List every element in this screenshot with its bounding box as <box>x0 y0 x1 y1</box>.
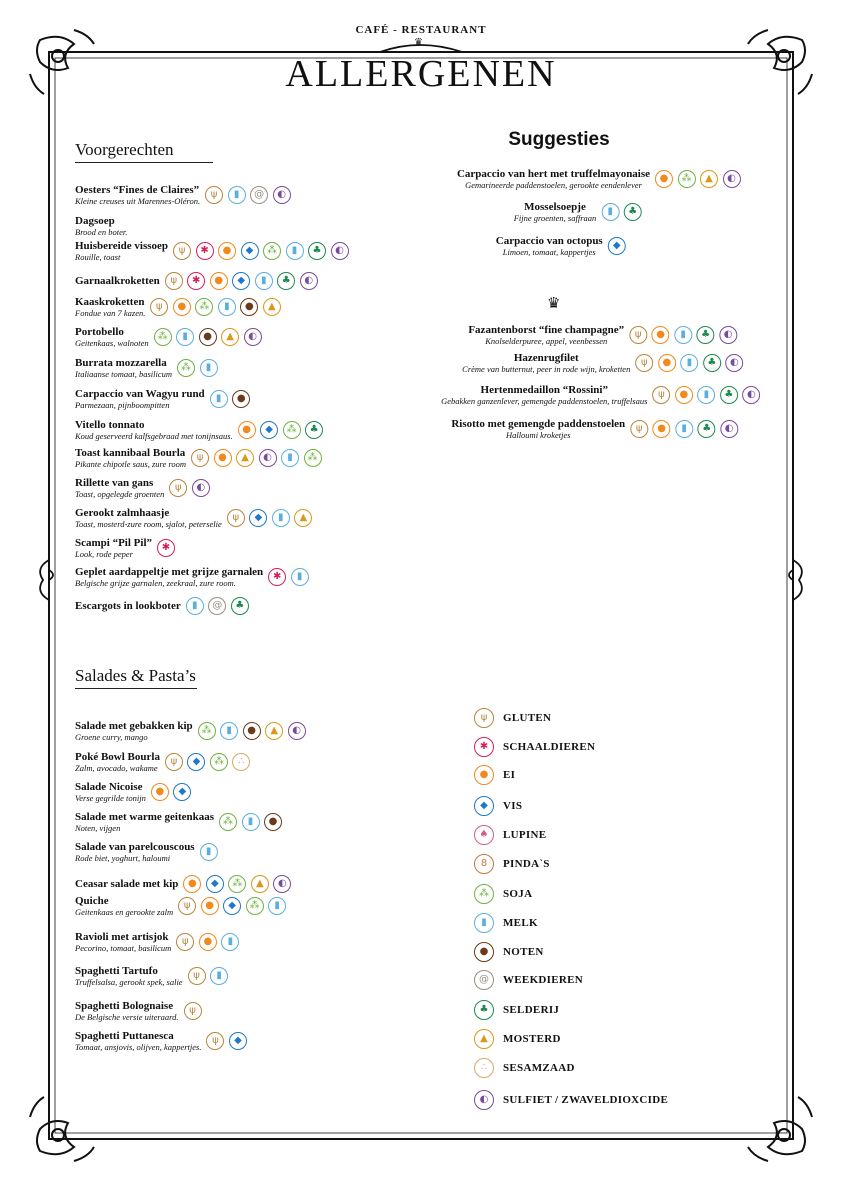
allergen-icons <box>198 722 311 740</box>
wheat-icon: ψ <box>176 933 194 951</box>
legend-label: PINDA`S <box>503 858 550 870</box>
fish-icon: ◆ <box>241 242 259 260</box>
fish-icon: ◆ <box>260 421 278 439</box>
allergen-icons <box>630 420 743 438</box>
milk-icon: ▮ <box>674 326 692 344</box>
celery-icon: ♣ <box>697 326 715 344</box>
dish-description: Rouille, toast <box>75 252 121 262</box>
fish-icon: ◆ <box>474 796 494 816</box>
legend-item <box>474 854 550 874</box>
soybean-icon: ⁂ <box>263 242 281 260</box>
legend-label: EI <box>503 769 516 781</box>
allergen-icons <box>652 386 765 404</box>
allergen-icons <box>200 843 223 861</box>
dish-name: Spaghetti Tartufo <box>75 965 158 977</box>
allergen-icons <box>173 242 353 260</box>
sulfite-icon: ◐ <box>725 354 743 372</box>
allergen-icons <box>635 354 748 372</box>
soybean-icon: ⁂ <box>246 897 264 915</box>
section-divider <box>75 688 197 689</box>
lobster-icon: ✱ <box>157 539 175 557</box>
wheat-icon: ψ <box>150 298 168 316</box>
legend-item <box>474 1058 575 1078</box>
egg-icon: ● <box>214 449 232 467</box>
sulfite-icon: ◐ <box>723 170 741 188</box>
legend-label: NOTEN <box>503 946 544 958</box>
wheat-icon: ψ <box>173 242 191 260</box>
menu-item <box>75 841 222 863</box>
dish-name: Fazantenborst “fine champagne” <box>468 324 625 336</box>
peanut-icon: 8 <box>474 854 494 874</box>
menu-item <box>75 326 266 348</box>
crown-ornament-icon: ♛ <box>414 37 423 48</box>
crown-divider-icon: ♛ <box>547 296 561 312</box>
fish-icon: ◆ <box>232 272 250 290</box>
sulfite-icon: ◐ <box>720 420 738 438</box>
dish-name: Rillette van gans <box>75 477 154 489</box>
fish-icon: ◆ <box>608 237 626 255</box>
dish-name: Spaghetti Puttanesca <box>75 1030 174 1042</box>
allergen-icons <box>169 479 214 497</box>
menu-item <box>75 419 328 441</box>
egg-icon: ● <box>183 875 201 893</box>
legend-item <box>474 1029 561 1049</box>
milk-icon: ▮ <box>474 913 494 933</box>
menu-item <box>75 566 313 588</box>
lupine-icon: ♠ <box>474 825 494 845</box>
section-title-suggesties: Suggesties <box>508 129 610 150</box>
menu-item <box>75 720 310 742</box>
wheat-icon: ψ <box>652 386 670 404</box>
dish-description: Groene curry, mango <box>75 732 148 742</box>
dish-name: Garnaalkroketten <box>75 275 160 287</box>
dish-description: Pikante chipotle saus, zure room <box>75 459 187 469</box>
soybean-icon: ⁂ <box>195 298 213 316</box>
soybean-icon: ⁂ <box>154 328 172 346</box>
allergen-icons <box>205 186 295 204</box>
dish-description: Koud geserveerd kalfsgebraad met tonijnsaus. <box>75 431 233 441</box>
menu-item <box>75 781 196 803</box>
dish-description: Tomaat, ansjovis, olijven, kappertjes. <box>75 1042 202 1052</box>
allergen-icons <box>186 597 254 615</box>
acorn-icon: ● <box>243 722 261 740</box>
egg-icon: ● <box>658 354 676 372</box>
dish-description: Pecorino, tomaat, basilicum <box>75 943 172 953</box>
dish-description: Zalm, avocado, wakame <box>75 763 158 773</box>
fish-icon: ◆ <box>206 875 224 893</box>
section-title-voorgerechten: Voorgerechten <box>75 140 174 159</box>
lobster-icon: ✱ <box>196 242 214 260</box>
dish-description: Rode biet, yoghurt, haloumi <box>75 853 171 863</box>
snail-icon: @ <box>208 597 226 615</box>
menu-item <box>75 388 255 410</box>
legend-item <box>474 737 595 757</box>
sulfite-icon: ◐ <box>474 1090 494 1110</box>
acorn-icon: ● <box>199 328 217 346</box>
dish-description: Fondue van 7 kazen. <box>75 308 146 318</box>
soybean-icon: ⁂ <box>219 813 237 831</box>
sulfite-icon: ◐ <box>719 326 737 344</box>
dish-description: Noten, vijgen <box>75 823 121 833</box>
legend-label: SULFIET / ZWAVELDIOXCIDE <box>503 1094 669 1106</box>
milk-icon: ▮ <box>186 597 204 615</box>
legend-label: GLUTEN <box>503 712 552 724</box>
menu-item <box>75 447 326 469</box>
soybean-icon: ⁂ <box>177 359 195 377</box>
lobster-icon: ✱ <box>268 568 286 586</box>
dish-name: Vitello tonnato <box>75 419 145 431</box>
menu-item <box>75 184 295 206</box>
allergen-icons <box>188 967 233 985</box>
allergen-icons <box>238 421 328 439</box>
dish-name: Hazenrugfilet <box>513 352 579 364</box>
milk-icon: ▮ <box>291 568 309 586</box>
milk-icon: ▮ <box>200 359 218 377</box>
egg-icon: ● <box>199 933 217 951</box>
soybean-icon: ⁂ <box>210 753 228 771</box>
mustard-icon: ▲ <box>263 298 281 316</box>
milk-icon: ▮ <box>220 722 238 740</box>
menu-item <box>75 537 180 559</box>
sulfite-icon: ◐ <box>742 386 760 404</box>
wheat-icon: ψ <box>227 509 245 527</box>
allergen-icons <box>184 1002 207 1020</box>
allergen-icons <box>176 933 244 951</box>
dish-description: Parmezaan, pijnboompitten <box>75 400 170 410</box>
lobster-icon: ✱ <box>474 737 494 757</box>
dish-description: Toast, opgelegde groenten <box>75 489 165 499</box>
allergen-icons <box>191 449 326 467</box>
dish-description: Verse gegrilde tonijn <box>75 793 146 803</box>
dish-description: Limoen, tomaat, kappertjes <box>502 247 596 257</box>
allergen-icons <box>629 326 742 344</box>
egg-icon: ● <box>173 298 191 316</box>
soybean-icon: ⁂ <box>198 722 216 740</box>
dish-description: De Belgische versie uiteraard. <box>75 1012 179 1022</box>
page-title: ALLERGENEN <box>285 53 557 95</box>
dish-name: Carpaccio van octopus <box>495 235 603 247</box>
dish-description: Italiaanse tomaat, basilicum <box>75 369 173 379</box>
menu-item <box>75 215 127 237</box>
wheat-icon: ψ <box>206 1032 224 1050</box>
lobster-icon: ✱ <box>187 272 205 290</box>
soybean-icon: ⁂ <box>474 884 494 904</box>
acorn-icon: ● <box>240 298 258 316</box>
dish-name: Portobello <box>75 326 124 338</box>
milk-icon: ▮ <box>242 813 260 831</box>
celery-icon: ♣ <box>720 386 738 404</box>
acorn-icon: ● <box>264 813 282 831</box>
wheat-icon: ψ <box>191 449 209 467</box>
dish-name: Ravioli met artisjok <box>75 931 169 943</box>
dish-description: Knolselderpuree, appel, veenbessen <box>485 336 608 346</box>
fish-icon: ◆ <box>229 1032 247 1050</box>
milk-icon: ▮ <box>176 328 194 346</box>
dish-name: Geplet aardappeltje met grijze garnalen <box>75 566 264 578</box>
allergen-icons <box>268 568 313 586</box>
dish-name: Spaghetti Bolognaise <box>75 1000 174 1012</box>
dish-name: Salade met gebakken kip <box>75 720 193 732</box>
allergen-icons <box>165 272 323 290</box>
legend-item <box>474 708 551 728</box>
wheat-icon: ψ <box>169 479 187 497</box>
mustard-icon: ▲ <box>294 509 312 527</box>
menu-item <box>75 895 291 917</box>
menu-item <box>75 507 317 529</box>
dish-description: Kleine creuses uit Marennes-Oléron. <box>75 196 201 206</box>
legend-item <box>474 1090 668 1110</box>
dish-name: Carpaccio van Wagyu rund <box>75 388 205 400</box>
celery-icon: ♣ <box>277 272 295 290</box>
menu-item <box>75 597 253 615</box>
soybean-icon: ⁂ <box>678 170 696 188</box>
allergen-icons <box>210 390 255 408</box>
dish-description: Look, rode peper <box>75 549 133 559</box>
legend-item <box>474 1000 559 1020</box>
milk-icon: ▮ <box>218 298 236 316</box>
wheat-icon: ψ <box>165 272 183 290</box>
celery-icon: ♣ <box>231 597 249 615</box>
milk-icon: ▮ <box>210 967 228 985</box>
dish-name: Risotto met gemengde paddenstoelen <box>451 418 626 430</box>
egg-icon: ● <box>151 783 169 801</box>
menu-item <box>75 965 233 987</box>
dish-description: Halloumi kroketjes <box>505 430 571 440</box>
allergen-icons <box>219 813 287 831</box>
wheat-icon: ψ <box>188 967 206 985</box>
menu-item <box>462 352 748 374</box>
legend-label: MOSTERD <box>503 1033 561 1045</box>
fish-icon: ◆ <box>187 753 205 771</box>
menu-item <box>75 811 287 833</box>
dish-description: Brood en boter. <box>75 227 128 237</box>
celery-icon: ♣ <box>305 421 323 439</box>
legend-item <box>474 942 544 962</box>
legend-label: MELK <box>503 917 538 929</box>
dish-name: Salade met warme geitenkaas <box>75 811 215 823</box>
milk-icon: ▮ <box>601 203 619 221</box>
wheat-icon: ψ <box>178 897 196 915</box>
dish-name: Mosselsoepje <box>524 201 586 213</box>
wheat-icon: ψ <box>184 1002 202 1020</box>
dish-description: Toast, mosterd-zure room, sjalot, peterselie <box>75 519 222 529</box>
allergen-icons <box>154 328 267 346</box>
fish-icon: ◆ <box>173 783 191 801</box>
menu-item <box>75 357 222 379</box>
legend-item <box>474 884 532 904</box>
section-title-salades: Salades & Pasta’s <box>75 666 196 685</box>
dish-description: Fijne groenten, saffraan <box>513 213 597 223</box>
legend-item <box>474 796 522 816</box>
snail-icon: @ <box>474 970 494 990</box>
dish-description: Belgische grijze garnalen, zeekraal, zure room. <box>75 578 236 588</box>
menu-item <box>75 272 322 290</box>
restaurant-brand: CAFÉ - RESTAURANT <box>355 24 487 36</box>
sulfite-icon: ◐ <box>300 272 318 290</box>
dish-description: Crème van butternut, peer in rode wijn, kroketten <box>462 364 631 374</box>
fish-icon: ◆ <box>223 897 241 915</box>
menu-item <box>75 751 255 773</box>
dish-description: Gemarineerde paddenstoelen, gerookte eendenlever <box>465 180 642 190</box>
wheat-icon: ψ <box>165 753 183 771</box>
milk-icon: ▮ <box>697 386 715 404</box>
allergen-icons <box>601 203 646 221</box>
menu-item <box>75 931 244 953</box>
legend-label: SOJA <box>503 888 533 900</box>
sulfite-icon: ◐ <box>331 242 349 260</box>
section-divider <box>75 162 213 163</box>
allergen-icons <box>206 1032 251 1050</box>
celery-icon: ♣ <box>308 242 326 260</box>
mustard-icon: ▲ <box>474 1029 494 1049</box>
sulfite-icon: ◐ <box>259 449 277 467</box>
dish-name: Oesters “Fines de Claires” <box>75 184 200 196</box>
egg-icon: ● <box>238 421 256 439</box>
egg-icon: ● <box>675 386 693 404</box>
fish-icon: ◆ <box>249 509 267 527</box>
acorn-icon: ● <box>232 390 250 408</box>
menu-item <box>468 324 741 346</box>
dish-description: Gebakken ganzenlever, gemengde paddenstoelen, truffelsaus <box>441 396 648 406</box>
legend-label: SELDERIJ <box>503 1004 560 1016</box>
sulfite-icon: ◐ <box>288 722 306 740</box>
milk-icon: ▮ <box>680 354 698 372</box>
legend-item <box>474 825 546 845</box>
celery-icon: ♣ <box>703 354 721 372</box>
milk-icon: ▮ <box>210 390 228 408</box>
allergen-icons <box>178 897 291 915</box>
dish-name: Scampi “Pil Pil” <box>75 537 152 549</box>
dish-name: Escargots in lookboter <box>75 600 181 612</box>
allergen-icons <box>608 237 631 255</box>
menu-item <box>75 296 285 318</box>
legend-label: SESAMZAAD <box>503 1062 575 1074</box>
dish-name: Kaaskroketten <box>75 296 145 308</box>
menu-item <box>496 235 630 257</box>
allergen-icons <box>165 753 255 771</box>
dish-name: Gerookt zalmhaasje <box>75 507 170 519</box>
dish-name: Dagsoep <box>75 215 115 227</box>
dish-description: Geitenkaas en gerookte zalm <box>75 907 174 917</box>
snail-icon: @ <box>250 186 268 204</box>
egg-icon: ● <box>218 242 236 260</box>
mustard-icon: ▲ <box>265 722 283 740</box>
wheat-icon: ψ <box>630 420 648 438</box>
soybean-icon: ⁂ <box>304 449 322 467</box>
legend-label: VIS <box>503 800 523 812</box>
dish-name: Burrata mozzarella <box>75 357 167 369</box>
mustard-icon: ▲ <box>236 449 254 467</box>
allergen-icons <box>150 298 285 316</box>
milk-icon: ▮ <box>221 933 239 951</box>
allergen-icons <box>655 170 745 188</box>
mustard-icon: ▲ <box>221 328 239 346</box>
dish-name: Huisbereide vissoep <box>75 240 169 252</box>
sulfite-icon: ◐ <box>273 875 291 893</box>
soybean-icon: ⁂ <box>283 421 301 439</box>
sesame-icon: ∴ <box>474 1058 494 1078</box>
allergen-icons <box>151 783 196 801</box>
menu-item <box>441 384 765 406</box>
milk-icon: ▮ <box>281 449 299 467</box>
menu-item <box>75 1030 251 1052</box>
legend-item <box>474 765 515 785</box>
menu-item <box>457 168 745 190</box>
legend-item <box>474 970 583 990</box>
egg-icon: ● <box>655 170 673 188</box>
milk-icon: ▮ <box>255 272 273 290</box>
legend-item <box>474 913 538 933</box>
milk-icon: ▮ <box>228 186 246 204</box>
sesame-icon: ∴ <box>232 753 250 771</box>
dish-name: Hertenmedaillon “Rossini” <box>480 384 608 396</box>
mustard-icon: ▲ <box>251 875 269 893</box>
celery-icon: ♣ <box>698 420 716 438</box>
legend-label: WEEKDIEREN <box>503 974 584 986</box>
wheat-icon: ψ <box>474 708 494 728</box>
allergen-icons <box>183 875 296 893</box>
legend-label: LUPINE <box>503 829 547 841</box>
dish-description: Truffelsalsa, gerookt spek, salie <box>75 977 183 987</box>
dish-name: Ceasar salade met kip <box>75 878 179 890</box>
celery-icon: ♣ <box>474 1000 494 1020</box>
soybean-icon: ⁂ <box>228 875 246 893</box>
acorn-icon: ● <box>474 942 494 962</box>
wheat-icon: ψ <box>205 186 223 204</box>
egg-icon: ● <box>652 326 670 344</box>
milk-icon: ▮ <box>675 420 693 438</box>
menu-item <box>75 875 296 893</box>
dish-name: Salade van parelcouscous <box>75 841 195 853</box>
sulfite-icon: ◐ <box>192 479 210 497</box>
menu-item <box>75 240 353 262</box>
milk-icon: ▮ <box>286 242 304 260</box>
allergen-icons <box>157 539 180 557</box>
egg-icon: ● <box>653 420 671 438</box>
dish-name: Salade Nicoise <box>75 781 143 793</box>
sulfite-icon: ◐ <box>273 186 291 204</box>
wheat-icon: ψ <box>629 326 647 344</box>
dish-description: Geitenkaas, walnoten <box>75 338 149 348</box>
wheat-icon: ψ <box>635 354 653 372</box>
milk-icon: ▮ <box>268 897 286 915</box>
egg-icon: ● <box>201 897 219 915</box>
dish-name: Poké Bowl Bourla <box>75 751 160 763</box>
milk-icon: ▮ <box>200 843 218 861</box>
dish-name: Carpaccio van hert met truffelmayonaise <box>456 168 651 180</box>
mustard-icon: ▲ <box>700 170 718 188</box>
egg-icon: ● <box>210 272 228 290</box>
menu-item <box>451 418 742 440</box>
menu-item <box>75 1000 206 1022</box>
legend-label: SCHAALDIEREN <box>503 741 596 753</box>
dish-name: Toast kannibaal Bourla <box>75 447 186 459</box>
celery-icon: ♣ <box>624 203 642 221</box>
allergen-icons <box>227 509 317 527</box>
milk-icon: ▮ <box>272 509 290 527</box>
menu-item <box>75 477 214 499</box>
sulfite-icon: ◐ <box>244 328 262 346</box>
dish-name: Quiche <box>75 895 109 907</box>
menu-item <box>514 201 647 223</box>
egg-icon: ● <box>474 765 494 785</box>
allergen-icons <box>177 359 222 377</box>
